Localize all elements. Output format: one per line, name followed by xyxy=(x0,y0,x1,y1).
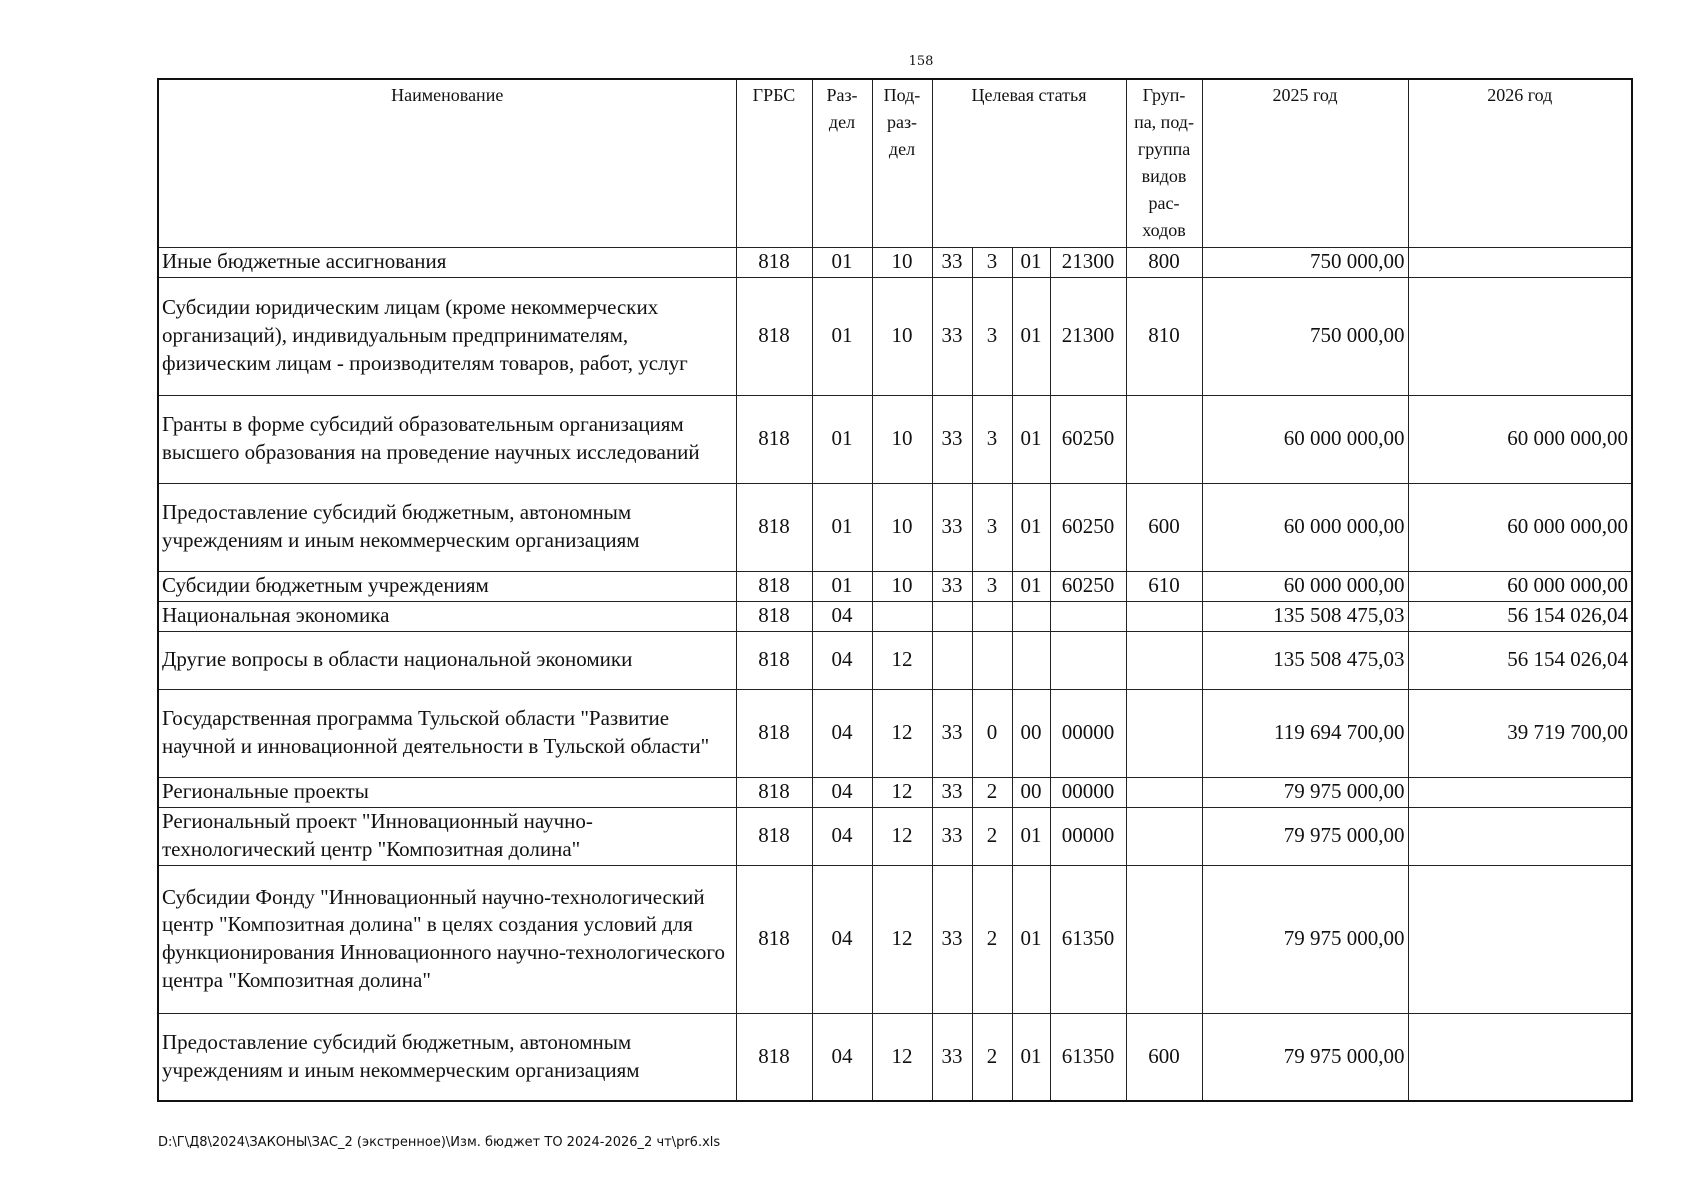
row-target-direction: 21300 xyxy=(1050,247,1126,277)
row-section: 01 xyxy=(812,277,872,395)
row-grbs: 818 xyxy=(736,247,812,277)
row-target-type: 3 xyxy=(972,571,1012,601)
row-grbs: 818 xyxy=(736,395,812,483)
row-name: Субсидии юридическим лицам (кроме некоммерческих организаций), индивидуальным предпринимателям, физическим лицам - производителям товаров, работ, услуг xyxy=(158,277,736,395)
header-year-2026: 2026 год xyxy=(1408,79,1632,247)
row-expense-group: 810 xyxy=(1126,277,1202,395)
row-section: 04 xyxy=(812,1013,872,1101)
row-amount-2025: 60 000 000,00 xyxy=(1202,395,1408,483)
header-expense-group: Груп- па, под- группа видов рас- ходов xyxy=(1126,79,1202,247)
row-subsection: 12 xyxy=(872,777,932,807)
row-target-program: 33 xyxy=(932,247,972,277)
row-target-direction: 00000 xyxy=(1050,689,1126,777)
row-amount-2026: 56 154 026,04 xyxy=(1408,631,1632,689)
row-target-type xyxy=(972,601,1012,631)
row-subsection: 12 xyxy=(872,1013,932,1101)
table-row xyxy=(158,777,1632,807)
row-name: Региональные проекты xyxy=(158,777,736,807)
header-target-article: Целевая статья xyxy=(932,79,1126,247)
row-amount-2025: 750 000,00 xyxy=(1202,247,1408,277)
row-expense-group xyxy=(1126,631,1202,689)
row-grbs: 818 xyxy=(736,807,812,865)
table-row xyxy=(158,865,1632,1013)
row-amount-2026 xyxy=(1408,807,1632,865)
row-subsection: 12 xyxy=(872,631,932,689)
row-amount-2026: 60 000 000,00 xyxy=(1408,571,1632,601)
table-row xyxy=(158,277,1632,395)
row-target-program: 33 xyxy=(932,277,972,395)
row-amount-2025: 79 975 000,00 xyxy=(1202,777,1408,807)
row-section: 01 xyxy=(812,395,872,483)
header-grbs: ГРБС xyxy=(736,79,812,247)
row-target-type: 2 xyxy=(972,865,1012,1013)
row-grbs: 818 xyxy=(736,483,812,571)
row-name: Предоставление субсидий бюджетным, автономным учреждениям и иным некоммерческим организациям xyxy=(158,483,736,571)
row-target-item: 00 xyxy=(1012,689,1050,777)
row-target-item xyxy=(1012,601,1050,631)
row-target-type: 2 xyxy=(972,1013,1012,1101)
table-row xyxy=(158,631,1632,689)
table-row xyxy=(158,395,1632,483)
row-grbs: 818 xyxy=(736,277,812,395)
row-target-type: 2 xyxy=(972,777,1012,807)
row-target-direction: 21300 xyxy=(1050,277,1126,395)
row-expense-group xyxy=(1126,865,1202,1013)
row-target-item: 01 xyxy=(1012,865,1050,1013)
row-expense-group xyxy=(1126,601,1202,631)
row-target-program: 33 xyxy=(932,865,972,1013)
row-section: 04 xyxy=(812,777,872,807)
row-name: Субсидии Фонду "Инновационный научно-технологический центр "Композитная долина" в целях создания условий для функционирования Инновационного научно-технологического центра "Композитная долина" xyxy=(158,865,736,1013)
row-section: 04 xyxy=(812,865,872,1013)
row-amount-2025: 750 000,00 xyxy=(1202,277,1408,395)
row-grbs: 818 xyxy=(736,571,812,601)
page-number: 158 xyxy=(908,54,934,69)
row-amount-2025: 79 975 000,00 xyxy=(1202,807,1408,865)
row-subsection: 10 xyxy=(872,395,932,483)
row-section: 01 xyxy=(812,571,872,601)
row-target-type: 3 xyxy=(972,247,1012,277)
row-amount-2025: 79 975 000,00 xyxy=(1202,1013,1408,1101)
row-amount-2025: 135 508 475,03 xyxy=(1202,601,1408,631)
row-grbs: 818 xyxy=(736,601,812,631)
row-amount-2026 xyxy=(1408,277,1632,395)
row-grbs: 818 xyxy=(736,865,812,1013)
row-subsection xyxy=(872,601,932,631)
row-amount-2026: 60 000 000,00 xyxy=(1408,483,1632,571)
row-target-direction: 60250 xyxy=(1050,483,1126,571)
row-subsection: 12 xyxy=(872,807,932,865)
row-target-program xyxy=(932,631,972,689)
table-row xyxy=(158,807,1632,865)
row-target-direction: 61350 xyxy=(1050,865,1126,1013)
row-expense-group xyxy=(1126,395,1202,483)
row-subsection: 10 xyxy=(872,483,932,571)
row-expense-group xyxy=(1126,807,1202,865)
row-target-type: 3 xyxy=(972,395,1012,483)
row-target-item xyxy=(1012,631,1050,689)
header-subsection: Под- раз- дел xyxy=(872,79,932,247)
row-target-direction: 00000 xyxy=(1050,777,1126,807)
row-amount-2025: 60 000 000,00 xyxy=(1202,571,1408,601)
row-name: Другие вопросы в области национальной экономики xyxy=(158,631,736,689)
row-amount-2025: 60 000 000,00 xyxy=(1202,483,1408,571)
row-target-item: 01 xyxy=(1012,571,1050,601)
row-target-program: 33 xyxy=(932,689,972,777)
table-row xyxy=(158,571,1632,601)
row-amount-2026: 56 154 026,04 xyxy=(1408,601,1632,631)
row-target-item: 01 xyxy=(1012,1013,1050,1101)
row-target-item: 00 xyxy=(1012,777,1050,807)
row-target-type: 2 xyxy=(972,807,1012,865)
row-amount-2026 xyxy=(1408,247,1632,277)
row-name: Гранты в форме субсидий образовательным организациям высшего образования на проведение научных исследований xyxy=(158,395,736,483)
row-target-program xyxy=(932,601,972,631)
row-section: 01 xyxy=(812,483,872,571)
row-expense-group: 600 xyxy=(1126,1013,1202,1101)
row-expense-group: 610 xyxy=(1126,571,1202,601)
row-amount-2026 xyxy=(1408,865,1632,1013)
row-expense-group: 600 xyxy=(1126,483,1202,571)
row-target-program: 33 xyxy=(932,807,972,865)
row-grbs: 818 xyxy=(736,1013,812,1101)
row-target-direction xyxy=(1050,631,1126,689)
row-target-program: 33 xyxy=(932,395,972,483)
row-expense-group xyxy=(1126,777,1202,807)
row-target-direction: 61350 xyxy=(1050,1013,1126,1101)
table-row xyxy=(158,601,1632,631)
row-section: 01 xyxy=(812,247,872,277)
row-target-type: 3 xyxy=(972,483,1012,571)
row-target-type: 3 xyxy=(972,277,1012,395)
table-row xyxy=(158,1013,1632,1101)
header-name: Наименование xyxy=(158,79,736,247)
row-section: 04 xyxy=(812,601,872,631)
row-subsection: 10 xyxy=(872,247,932,277)
row-target-direction: 60250 xyxy=(1050,571,1126,601)
row-subsection: 12 xyxy=(872,865,932,1013)
row-expense-group: 800 xyxy=(1126,247,1202,277)
row-expense-group xyxy=(1126,689,1202,777)
row-target-direction: 60250 xyxy=(1050,395,1126,483)
row-amount-2026: 39 719 700,00 xyxy=(1408,689,1632,777)
row-name: Предоставление субсидий бюджетным, автономным учреждениям и иным некоммерческим организациям xyxy=(158,1013,736,1101)
header-row xyxy=(158,79,1632,247)
row-target-program: 33 xyxy=(932,1013,972,1101)
row-name: Субсидии бюджетным учреждениям xyxy=(158,571,736,601)
row-section: 04 xyxy=(812,631,872,689)
row-target-direction xyxy=(1050,601,1126,631)
row-name: Государственная программа Тульской области "Развитие научной и инновационной деятельности в Тульской области" xyxy=(158,689,736,777)
row-target-item: 01 xyxy=(1012,483,1050,571)
table-row xyxy=(158,483,1632,571)
row-target-item: 01 xyxy=(1012,247,1050,277)
header-year-2025: 2025 год xyxy=(1202,79,1408,247)
header-section: Раз- дел xyxy=(812,79,872,247)
row-target-program: 33 xyxy=(932,777,972,807)
row-name: Национальная экономика xyxy=(158,601,736,631)
row-section: 04 xyxy=(812,807,872,865)
row-target-program: 33 xyxy=(932,483,972,571)
row-amount-2026 xyxy=(1408,777,1632,807)
row-amount-2026: 60 000 000,00 xyxy=(1408,395,1632,483)
row-amount-2025: 135 508 475,03 xyxy=(1202,631,1408,689)
row-grbs: 818 xyxy=(736,631,812,689)
row-target-direction: 00000 xyxy=(1050,807,1126,865)
table-row xyxy=(158,247,1632,277)
row-target-type xyxy=(972,631,1012,689)
row-target-program: 33 xyxy=(932,571,972,601)
row-subsection: 10 xyxy=(872,571,932,601)
row-target-item: 01 xyxy=(1012,807,1050,865)
row-grbs: 818 xyxy=(736,689,812,777)
row-name: Иные бюджетные ассигнования xyxy=(158,247,736,277)
row-name: Региональный проект "Инновационный научно-технологический центр "Композитная долина" xyxy=(158,807,736,865)
row-subsection: 10 xyxy=(872,277,932,395)
budget-table xyxy=(157,78,1633,1102)
table-row xyxy=(158,689,1632,777)
row-amount-2026 xyxy=(1408,1013,1632,1101)
row-subsection: 12 xyxy=(872,689,932,777)
row-target-item: 01 xyxy=(1012,277,1050,395)
row-amount-2025: 79 975 000,00 xyxy=(1202,865,1408,1013)
row-amount-2025: 119 694 700,00 xyxy=(1202,689,1408,777)
row-target-type: 0 xyxy=(972,689,1012,777)
file-path-footer: D:\Г\Д8\2024\ЗАКОНЫ\ЗАС_2 (экстренное)\Изм. бюджет ТО 2024-2026_2 чт\pr6.xls xyxy=(158,1135,721,1150)
row-grbs: 818 xyxy=(736,777,812,807)
row-section: 04 xyxy=(812,689,872,777)
row-target-item: 01 xyxy=(1012,395,1050,483)
